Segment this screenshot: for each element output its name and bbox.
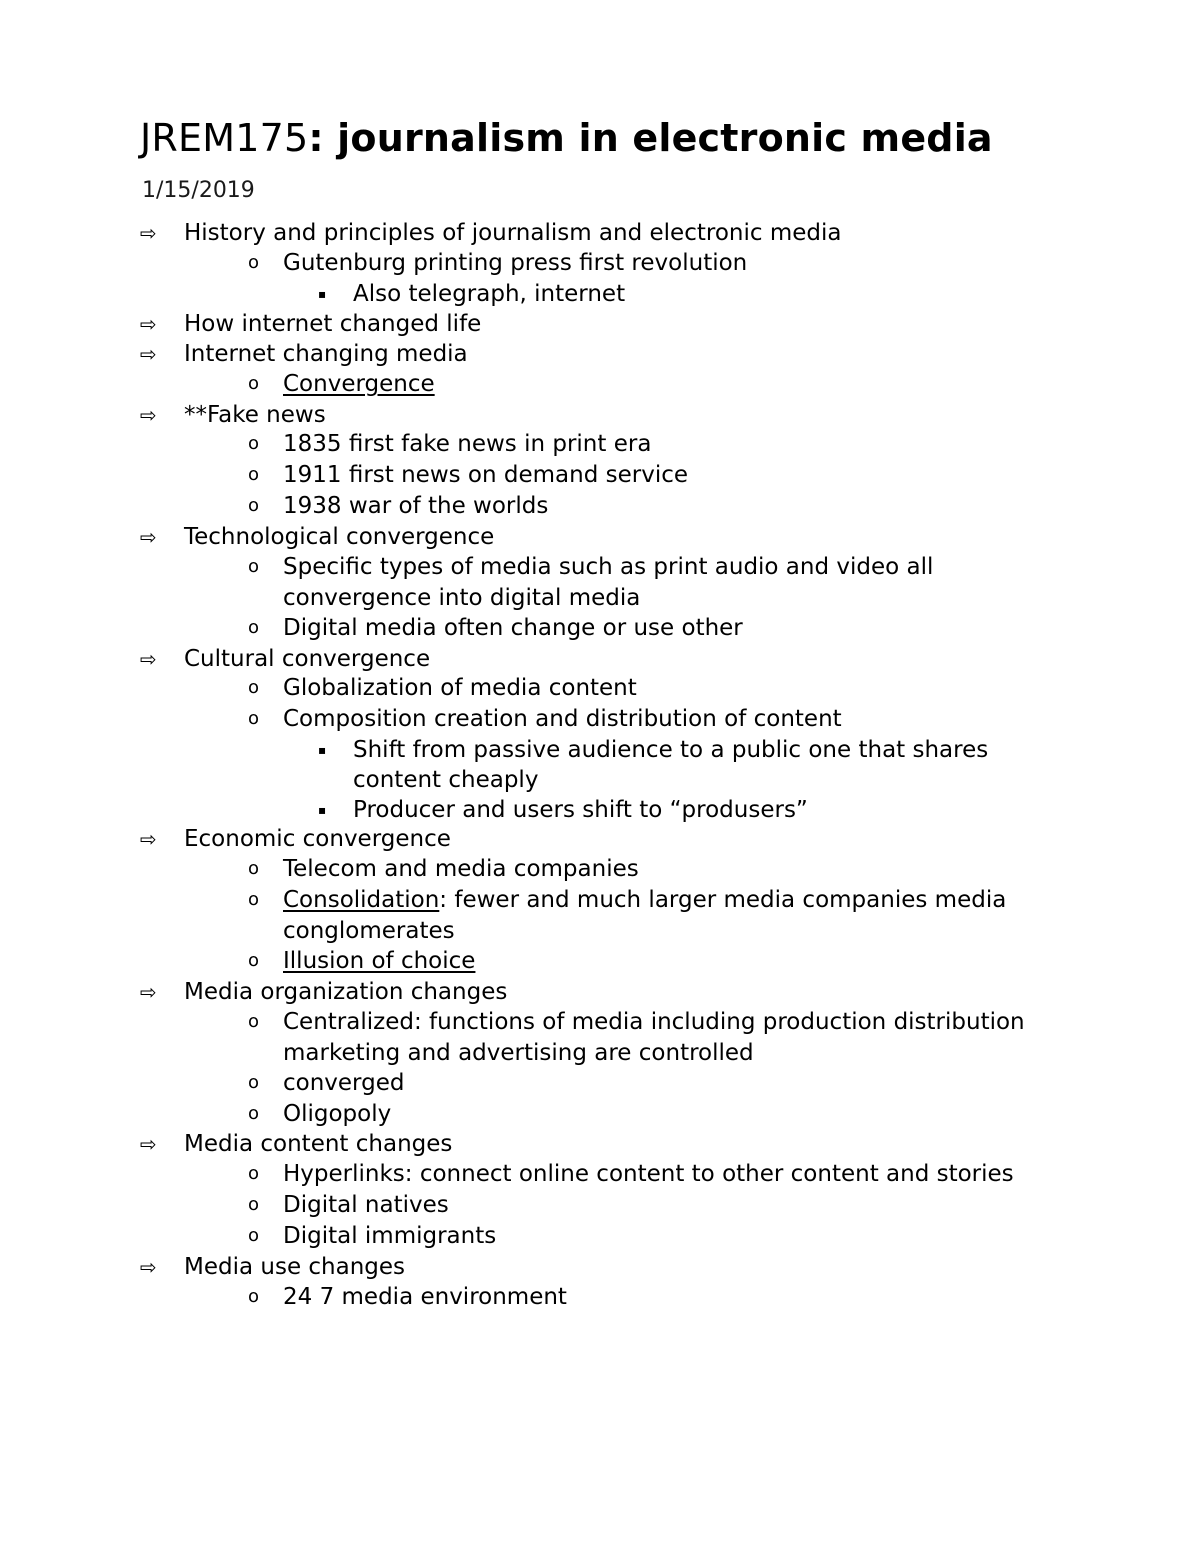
outline-item-level-2: [283, 552, 933, 582]
arrow-bullet-icon: ⇨: [140, 403, 157, 427]
outline-item-text: Media use changes: [184, 1254, 406, 1280]
outline-item-level-1: [184, 309, 481, 339]
circle-bullet-icon: o: [248, 708, 260, 729]
outline-item-text: Digital immigrants: [283, 1223, 497, 1249]
outline-item-level-1: [184, 977, 507, 1007]
outline-item-text: 1911 first news on demand service: [283, 462, 689, 488]
circle-bullet-icon: o: [248, 677, 260, 698]
outline-item-level-2: [283, 854, 639, 884]
arrow-bullet-icon: ⇨: [140, 1255, 157, 1279]
outline-item-level-2: [283, 1190, 449, 1220]
arrow-bullet-icon: ⇨: [140, 312, 157, 336]
outline-item-level-2: [283, 583, 640, 613]
arrow-bullet-icon: ⇨: [140, 827, 157, 851]
outline-item-level-1: [184, 522, 494, 552]
outline-item-level-2: [283, 1007, 1025, 1037]
circle-bullet-icon: o: [248, 617, 260, 638]
outline-item-text: Gutenburg printing press first revolution: [283, 250, 748, 276]
outline-item-level-2: [283, 491, 548, 521]
outline-item-text: Technological convergence: [184, 524, 495, 550]
arrow-bullet-icon: ⇨: [140, 1132, 157, 1156]
outline-item-text: Centralized: functions of media including production distribution: [283, 1009, 1025, 1035]
arrow-bullet-icon: ⇨: [140, 980, 157, 1004]
outline-item-text: Producer and users shift to “produsers”: [353, 797, 808, 823]
course-name: : journalism in electronic media: [308, 116, 993, 160]
outline-item-text: Specific types of media such as print audio and video all: [283, 554, 934, 580]
outline-item-text: Oligopoly: [283, 1101, 392, 1127]
outline-item-level-1: [184, 824, 451, 854]
outline-item-text: Internet changing media: [184, 341, 468, 367]
circle-bullet-icon: o: [248, 889, 260, 910]
outline-item-text: Digital media often change or use other: [283, 615, 743, 641]
square-bullet-icon: ▪: [318, 287, 327, 301]
outline-item-level-1: [184, 644, 430, 674]
circle-bullet-icon: o: [248, 1072, 260, 1093]
document-title: [140, 112, 993, 164]
circle-bullet-icon: o: [248, 495, 260, 516]
outline-item-level-2: [283, 704, 842, 734]
outline-item-text: 1835 first fake news in print era: [283, 431, 652, 457]
outline-item-text: convergence into digital media: [283, 585, 641, 611]
outline-item-level-1: [184, 1129, 452, 1159]
outline-item-text: marketing and advertising are controlled: [283, 1040, 754, 1066]
circle-bullet-icon: o: [248, 1011, 260, 1032]
circle-bullet-icon: o: [248, 464, 260, 485]
outline-item-text: Cultural convergence: [184, 646, 431, 672]
outline-item-level-2: [283, 1068, 404, 1098]
outline-item-level-2: [283, 1159, 1014, 1189]
outline-item-text: : fewer and much larger media companies media: [439, 887, 1007, 913]
outline-item-text: How internet changed life: [184, 311, 482, 337]
outline-item-level-3: [353, 795, 808, 825]
circle-bullet-icon: o: [248, 950, 260, 971]
arrow-bullet-icon: ⇨: [140, 342, 157, 366]
outline-item-level-2: [283, 429, 651, 459]
underlined-term: Convergence: [283, 371, 435, 397]
note-date: 1/15/2019: [142, 178, 255, 203]
outline-item-text: Shift from passive audience to a public one that shares: [353, 737, 989, 763]
underlined-term: Illusion of choice: [283, 948, 476, 974]
circle-bullet-icon: o: [248, 252, 260, 273]
outline-item-level-2: [283, 1221, 496, 1251]
outline-item-level-1: [184, 339, 468, 369]
outline-item-text: content cheaply: [353, 767, 539, 793]
outline-item-level-2: [283, 673, 637, 703]
outline-item-level-3: [353, 765, 538, 795]
square-bullet-icon: ▪: [318, 743, 327, 757]
outline-item-text: 1938 war of the worlds: [283, 493, 549, 519]
outline-item-level-2: [283, 369, 435, 399]
outline-item-level-2: [283, 1099, 391, 1129]
arrow-bullet-icon: ⇨: [140, 221, 157, 245]
underlined-term: Consolidation: [283, 887, 440, 913]
outline-item-level-1: [184, 1252, 405, 1282]
outline-item-level-2: [283, 1282, 567, 1312]
outline-item-text: Globalization of media content: [283, 675, 637, 701]
circle-bullet-icon: o: [248, 556, 260, 577]
outline-item-text: converged: [283, 1070, 405, 1096]
arrow-bullet-icon: ⇨: [140, 525, 157, 549]
outline-item-text: **Fake news: [184, 402, 326, 428]
outline-item-text: Media organization changes: [184, 979, 508, 1005]
outline-item-level-2: [283, 946, 475, 976]
outline-item-text: Telecom and media companies: [283, 856, 639, 882]
outline-item-level-1: [184, 218, 841, 248]
circle-bullet-icon: o: [248, 433, 260, 454]
outline-item-level-3: [353, 735, 988, 765]
circle-bullet-icon: o: [248, 1225, 260, 1246]
outline-item-text: Digital natives: [283, 1192, 449, 1218]
outline-item-text: History and principles of journalism and electronic media: [184, 220, 842, 246]
arrow-bullet-icon: ⇨: [140, 647, 157, 671]
outline-item-level-1: [184, 400, 326, 430]
square-bullet-icon: ▪: [318, 803, 327, 817]
outline-item-text: conglomerates: [283, 918, 455, 944]
outline-item-text: Media content changes: [184, 1131, 453, 1157]
circle-bullet-icon: o: [248, 373, 260, 394]
circle-bullet-icon: o: [248, 1103, 260, 1124]
outline-item-text: Economic convergence: [184, 826, 451, 852]
outline-item-level-2: [283, 1038, 754, 1068]
circle-bullet-icon: o: [248, 858, 260, 879]
circle-bullet-icon: o: [248, 1286, 260, 1307]
outline-item-text: Also telegraph, internet: [353, 281, 626, 307]
outline-item-level-2: [283, 885, 1006, 915]
outline-item-level-2: [283, 613, 743, 643]
circle-bullet-icon: o: [248, 1194, 260, 1215]
outline-item-text: 24 7 media environment: [283, 1284, 567, 1310]
course-code: JREM175: [140, 116, 309, 160]
outline-item-level-2: [283, 916, 455, 946]
outline-item-level-2: [283, 248, 747, 278]
outline-item-text: Hyperlinks: connect online content to other content and stories: [283, 1161, 1014, 1187]
circle-bullet-icon: o: [248, 1163, 260, 1184]
outline-item-level-3: [353, 279, 625, 309]
outline-item-text: Composition creation and distribution of content: [283, 706, 842, 732]
outline-item-level-2: [283, 460, 688, 490]
